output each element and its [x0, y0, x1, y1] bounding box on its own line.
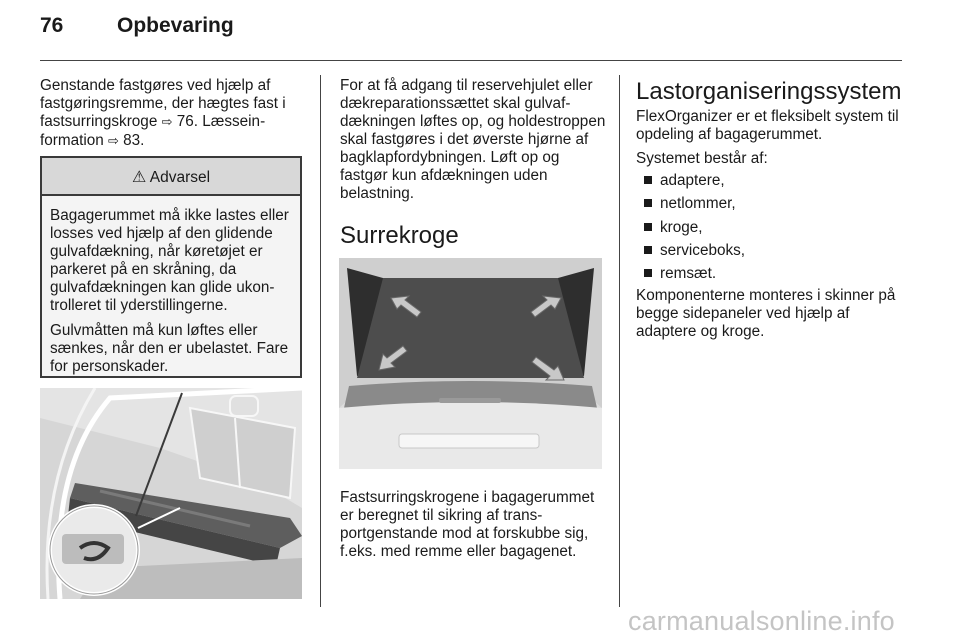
column-divider-left [320, 75, 321, 607]
lashing-eyes-caption: Fastsurringskrogene i bagagerummet er beregnet til sikring af transportgenstande mod at forskubbe sig, f.eks. med remme eller bagagenet. [340, 489, 595, 560]
floor-cover-drawing [40, 388, 302, 599]
intro-paragraph [40, 77, 305, 151]
header-rule [40, 60, 902, 61]
intro-text: Genstande fastgøres ved hjælp af fastgøringsremme, der hægtes fast i fastsurringskroge [40, 77, 286, 130]
list-item: netlommer, [644, 192, 745, 215]
bullet-icon [644, 246, 652, 254]
reference-link[interactable]: 83. [123, 132, 145, 149]
section-heading-lastorganisering: Lastorganiseringssystem [636, 78, 902, 105]
mounting-paragraph: Komponenterne monteres i skinner på begge sidepaneler ved hjælp af adaptere og kroge. [636, 287, 896, 340]
reference-link[interactable]: 76. Læsseinformation [40, 113, 266, 149]
reference-arrow-icon: ⇨ [108, 134, 119, 149]
bullet-icon [644, 223, 652, 231]
warning-paragraph: Gulvmåtten må kun løftes eller sænkes, når den er ubelastet. Fare for personskader. [50, 322, 289, 375]
reference-arrow-icon: ⇨ [161, 115, 173, 130]
page-number: 76 [40, 14, 64, 37]
list-item: serviceboks, [644, 239, 745, 262]
bullet-icon [644, 199, 652, 207]
section-heading-surrekroge: Surrekroge [340, 222, 459, 249]
list-item: kroge, [644, 216, 745, 239]
organizer-intro: FlexOrganizer er et fleksibelt system til opdeling af bagagerummet. [636, 108, 899, 143]
warning-triangle-icon: ⚠ [131, 167, 147, 186]
lashing-eyes-illustration [339, 258, 602, 469]
warning-body [42, 196, 300, 376]
bullet-icon [644, 176, 652, 184]
trunk-drawing [339, 258, 602, 469]
bullet-icon [644, 269, 652, 277]
components-list [644, 169, 745, 285]
warning-box [40, 156, 302, 378]
page-title: Opbevaring [117, 14, 234, 37]
cargo-floor-cover-illustration [40, 388, 302, 599]
warning-paragraph: Bagagerummet må ikke lastes eller losses ved hjælp af den glidende gulvafdækning, når køretøjet er parkeret på en skråning, da gulvafdækningen kan glide ukontrolleret til yderstillingerne. [50, 207, 289, 314]
footer-watermark: carmanualsonline.info [628, 606, 895, 636]
column-divider-right [619, 75, 620, 607]
list-item: remsæt. [644, 262, 745, 285]
warning-header [42, 158, 300, 196]
middle-paragraph: For at få adgang til reservehjulet eller dækreparationssættet skal gulvafdækningen løftes op, og holdestroppen skal fastgøres i det øverste hjørne af bagklapfordybningen. Løft op og fastgør kun afdækningen uden belastning. [340, 77, 606, 202]
warning-title: Advarsel [149, 169, 211, 186]
system-list-intro: Systemet består af: [636, 150, 768, 167]
list-item: adaptere, [644, 169, 745, 192]
